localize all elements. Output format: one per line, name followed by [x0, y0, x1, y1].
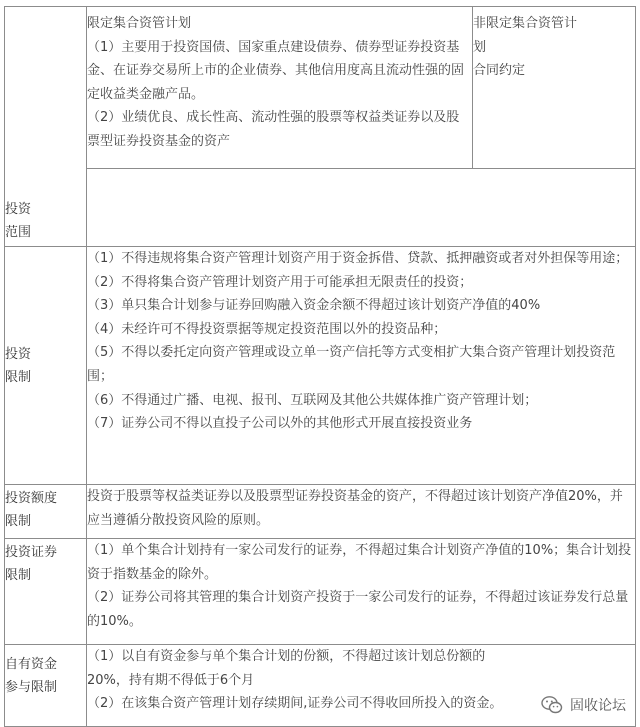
restriction-item-5: （5）不得以委托定向资产管理或设立单一资产信托等方式变相扩大集合资产管理计划投资范围；	[87, 345, 616, 384]
restrictions-label-line-1: 投资	[5, 346, 32, 362]
scope-row-bottom	[5, 169, 636, 247]
scope-label-line-1: 投资	[5, 202, 32, 217]
securities-content	[87, 539, 636, 645]
restriction-item-2: （2）不得将集合资产管理计划资产用于可能承担无限责任的投资；	[87, 274, 473, 290]
own-funds-label-line-1: 自有资金	[5, 657, 58, 672]
unlimited-plan-title-2: 划	[473, 39, 487, 55]
own-funds-item-1: （1）以自有资金参与单个集合计划的份额，不得超过该计划总份额的20%，持有期不得低于6个月	[87, 649, 486, 688]
investment-rules-table	[4, 6, 636, 727]
unlimited-plan-title-1: 非限定集合资管计	[473, 16, 578, 31]
scope-row-top	[5, 7, 636, 169]
securities-label-line-1: 投资证券	[5, 545, 58, 560]
scope-label-cell	[5, 7, 87, 247]
amount-row	[5, 485, 636, 539]
limited-plan-item-2: （2）业绩优良、成长性高、流动性强的股票等权益类证券以及股票型证券投资基金的资产	[87, 110, 460, 149]
amount-text: 投资于股票等权益类证券以及股票型证券投资基金的资产，不得超过该计划资产净值20%，并应当遵循分散投资风险的原则。	[87, 489, 623, 528]
restriction-item-3: （3）单只集合计划参与证券回购融入资金余额不得超过该计划资产净值的40%	[87, 298, 541, 314]
securities-row	[5, 539, 636, 645]
securities-item-2: （2）证券公司将其管理的集合计划资产投资于一家公司发行的证券，不得超过该证券发行总量的10%。	[87, 590, 629, 629]
scope-empty-cell	[87, 169, 636, 247]
amount-content	[87, 485, 636, 539]
own-funds-label-cell	[5, 645, 87, 727]
unlimited-plan-text: 合同约定	[473, 63, 526, 79]
securities-label-cell	[5, 539, 87, 645]
restriction-item-4: （4）未经许可不得投资票据等规定投资范围以外的投资品种；	[87, 321, 447, 337]
own-funds-item-2: （2）在该集合资产管理计划存续期间,证券公司不得收回所投入的资金。	[87, 696, 503, 712]
restriction-item-7: （7）证券公司不得以直投子公司以外的其他形式开展直接投资业务	[87, 416, 473, 432]
amount-label-cell	[5, 485, 87, 539]
watermark-text: 固收论坛	[570, 698, 626, 714]
wechat-icon	[540, 693, 564, 717]
limited-plan-cell	[87, 7, 473, 169]
restriction-item-6: （6）不得通过广播、电视、报刊、互联网及其他公共媒体推广资产管理计划；	[87, 392, 538, 408]
own-funds-label-line-2: 参与限制	[5, 680, 58, 695]
securities-label-line-2: 限制	[5, 568, 32, 583]
restriction-item-1: （1）不得违规将集合资产管理计划资产用于资金拆借、贷款、抵押融资或者对外担保等用途；	[87, 251, 629, 266]
amount-label-line-1: 投资额度	[5, 491, 58, 506]
restrictions-content	[87, 247, 636, 485]
restrictions-label-cell	[5, 247, 87, 485]
restrictions-row	[5, 247, 636, 485]
unlimited-plan-cell	[473, 7, 636, 169]
limited-plan-title: 限定集合资管计划	[87, 16, 192, 31]
scope-label-line-2: 范围	[5, 225, 32, 240]
securities-item-1: （1）单个集合计划持有一家公司发行的证券，不得超过集合计划资产净值的10%；集合计划投资于指数基金的除外。	[87, 543, 632, 582]
amount-label-line-2: 限制	[5, 514, 32, 529]
limited-plan-item-1: （1）主要用于投资国债、国家重点建设债券、债券型证券投资基金、在证券交易所上市的企业债券、其他信用度高且流动性强的固定收益类金融产品。	[87, 39, 465, 102]
restrictions-label-line-2: 限制	[5, 369, 32, 385]
watermark	[540, 693, 626, 717]
